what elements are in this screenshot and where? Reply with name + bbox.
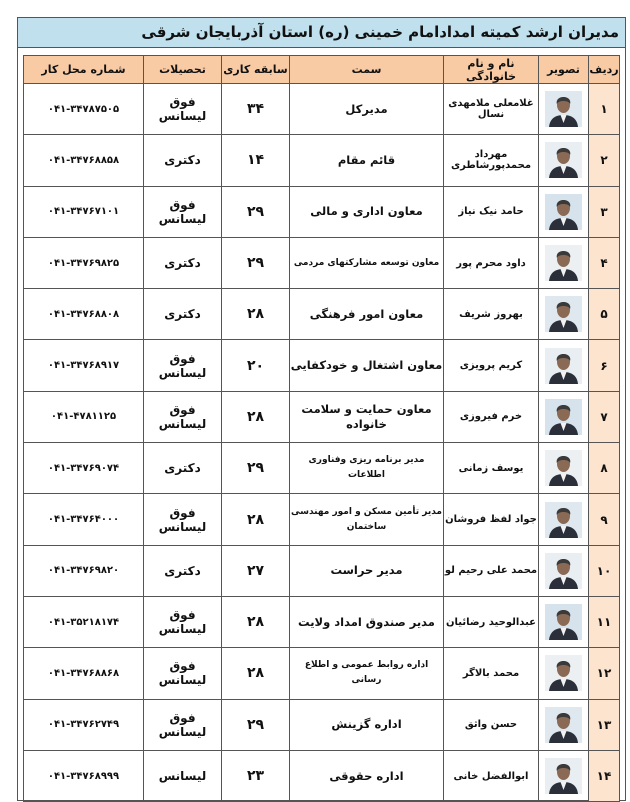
row-experience: ۲۸	[222, 391, 290, 442]
header-experience: سابقه کاری	[222, 56, 290, 84]
row-index: ۱۱	[589, 596, 620, 647]
row-name: یوسف زمانی	[444, 443, 539, 494]
row-name: بهروز شریف	[444, 289, 539, 340]
row-phone: ۰۴۱-۳۴۷۶۸۹۱۷	[24, 340, 144, 391]
portrait-icon	[545, 655, 582, 691]
row-experience: ۲۹	[222, 699, 290, 750]
table-row	[24, 494, 620, 545]
row-phone: ۰۴۱-۳۴۷۶۸۹۹۹	[24, 750, 144, 801]
table-row	[24, 443, 620, 494]
portrait-icon	[545, 604, 582, 640]
table-row	[24, 648, 620, 699]
row-name: ابوالفضل خانی	[444, 750, 539, 801]
table-row	[24, 750, 620, 801]
row-name: حسن واثق	[444, 699, 539, 750]
row-index: ۱	[589, 84, 620, 135]
row-phone: ۰۴۱-۴۷۸۱۱۲۵	[24, 391, 144, 442]
portrait-icon	[545, 553, 582, 589]
row-index: ۷	[589, 391, 620, 442]
row-phone: ۰۴۱-۳۴۷۶۸۸۰۸	[24, 289, 144, 340]
row-experience: ۲۸	[222, 596, 290, 647]
table-row	[24, 289, 620, 340]
portrait-icon	[545, 91, 582, 127]
table-header-row	[24, 56, 620, 84]
row-photo	[539, 289, 589, 340]
row-experience: ۲۹	[222, 237, 290, 288]
row-name: کریم پرویزی	[444, 340, 539, 391]
row-name: داود محرم پور	[444, 237, 539, 288]
row-name: غلامعلی ملامهدی نسال	[444, 84, 539, 135]
row-name: محمد علی رحیم لو	[444, 545, 539, 596]
header-education: تحصیلات	[144, 56, 222, 84]
portrait-icon	[545, 348, 582, 384]
row-post: قائم مقام	[290, 135, 444, 186]
table-body	[24, 84, 620, 802]
row-photo	[539, 84, 589, 135]
row-phone: ۰۴۱-۳۴۷۶۷۱۰۱	[24, 186, 144, 237]
row-index: ۶	[589, 340, 620, 391]
portrait-icon	[545, 399, 582, 435]
row-phone: ۰۴۱-۳۴۷۶۹۸۲۵	[24, 237, 144, 288]
row-education: فوق لیسانس	[144, 494, 222, 545]
row-post: مدیر حراست	[290, 545, 444, 596]
row-post: اداره گزینش	[290, 699, 444, 750]
row-index: ۱۰	[589, 545, 620, 596]
table-row	[24, 237, 620, 288]
row-experience: ۲۸	[222, 494, 290, 545]
row-name: محمد بالاگر	[444, 648, 539, 699]
row-experience: ۲۰	[222, 340, 290, 391]
row-index: ۱۲	[589, 648, 620, 699]
row-index: ۱۳	[589, 699, 620, 750]
row-phone: ۰۴۱-۳۴۷۶۴۰۰۰	[24, 494, 144, 545]
row-index: ۵	[589, 289, 620, 340]
row-post: معاون امور فرهنگی	[290, 289, 444, 340]
row-post: مدیر برنامه ریزی وفناوری اطلاعات	[290, 443, 444, 494]
row-phone: ۰۴۱-۳۴۷۸۷۵۰۵	[24, 84, 144, 135]
row-name: مهرداد محمدپورشاطری	[444, 135, 539, 186]
header-index: ردیف	[589, 56, 620, 84]
row-education: دکتری	[144, 443, 222, 494]
row-experience: ۲۹	[222, 186, 290, 237]
table-row	[24, 135, 620, 186]
header-post: سمت	[290, 56, 444, 84]
row-education: فوق لیسانس	[144, 340, 222, 391]
row-education: دکتری	[144, 135, 222, 186]
row-experience: ۲۳	[222, 750, 290, 801]
row-index: ۸	[589, 443, 620, 494]
portrait-icon	[545, 758, 582, 794]
row-photo	[539, 237, 589, 288]
row-post: مدیرکل	[290, 84, 444, 135]
table-row	[24, 340, 620, 391]
table-row	[24, 186, 620, 237]
row-post: اداره روابط عمومی و اطلاع رسانی	[290, 648, 444, 699]
row-index: ۱۴	[589, 750, 620, 801]
row-education: دکتری	[144, 237, 222, 288]
row-experience: ۲۸	[222, 648, 290, 699]
row-phone: ۰۴۱-۳۴۷۶۹۰۷۴	[24, 443, 144, 494]
row-post: اداره حقوقی	[290, 750, 444, 801]
portrait-icon	[545, 707, 582, 743]
row-education: فوق لیسانس	[144, 84, 222, 135]
table-row	[24, 545, 620, 596]
row-education: فوق لیسانس	[144, 186, 222, 237]
portrait-icon	[545, 142, 582, 178]
row-post: معاون حمایت و سلامت خانواده	[290, 391, 444, 442]
portrait-icon	[545, 502, 582, 538]
table-row	[24, 699, 620, 750]
row-phone: ۰۴۱-۳۵۲۱۸۱۷۴	[24, 596, 144, 647]
row-phone: ۰۴۱-۳۴۷۶۸۸۶۸	[24, 648, 144, 699]
row-post: معاون اشتغال و خودکفایی	[290, 340, 444, 391]
row-photo	[539, 648, 589, 699]
table-row	[24, 84, 620, 135]
row-post: معاون توسعه مشارکتهای مردمی	[290, 237, 444, 288]
portrait-icon	[545, 450, 582, 486]
staff-sheet	[17, 17, 626, 801]
row-experience: ۲۹	[222, 443, 290, 494]
row-photo	[539, 494, 589, 545]
header-name: نام و نام خانوادگی	[444, 56, 539, 84]
row-experience: ۲۸	[222, 289, 290, 340]
row-experience: ۳۴	[222, 84, 290, 135]
row-education: فوق لیسانس	[144, 699, 222, 750]
table-row	[24, 596, 620, 647]
row-photo	[539, 135, 589, 186]
row-index: ۲	[589, 135, 620, 186]
row-experience: ۲۷	[222, 545, 290, 596]
row-name: جواد لفظ فروشان	[444, 494, 539, 545]
row-photo	[539, 545, 589, 596]
row-name: خرم فیروزی	[444, 391, 539, 442]
row-index: ۴	[589, 237, 620, 288]
row-index: ۳	[589, 186, 620, 237]
row-education: دکتری	[144, 545, 222, 596]
header-photo: تصویر	[539, 56, 589, 84]
row-post: مدیر صندوق امداد ولایت	[290, 596, 444, 647]
row-education: فوق لیسانس	[144, 596, 222, 647]
row-education: فوق لیسانس	[144, 648, 222, 699]
row-phone: ۰۴۱-۳۴۷۶۲۷۴۹	[24, 699, 144, 750]
portrait-icon	[545, 296, 582, 332]
row-name: حامد نیک نیاز	[444, 186, 539, 237]
row-education: لیسانس	[144, 750, 222, 801]
row-photo	[539, 340, 589, 391]
header-phone: شماره محل کار	[24, 56, 144, 84]
row-index: ۹	[589, 494, 620, 545]
row-photo	[539, 186, 589, 237]
row-name: عبدالوحید رضائیان	[444, 596, 539, 647]
row-education: دکتری	[144, 289, 222, 340]
row-phone: ۰۴۱-۳۴۷۶۸۸۵۸	[24, 135, 144, 186]
page-title: مدیران ارشد کمیته امدادامام خمینی (ره) استان آذربایجان شرقی	[18, 18, 625, 48]
row-photo	[539, 443, 589, 494]
managers-table	[23, 55, 620, 802]
row-experience: ۱۴	[222, 135, 290, 186]
table-row	[24, 391, 620, 442]
row-photo	[539, 391, 589, 442]
row-photo	[539, 750, 589, 801]
row-phone: ۰۴۱-۳۴۷۶۹۸۲۰	[24, 545, 144, 596]
portrait-icon	[545, 194, 582, 230]
portrait-icon	[545, 245, 582, 281]
row-photo	[539, 699, 589, 750]
row-post: معاون اداری و مالی	[290, 186, 444, 237]
row-photo	[539, 596, 589, 647]
row-post: مدیر تأمین مسکن و امور مهندسی ساختمان	[290, 494, 444, 545]
row-education: فوق لیسانس	[144, 391, 222, 442]
